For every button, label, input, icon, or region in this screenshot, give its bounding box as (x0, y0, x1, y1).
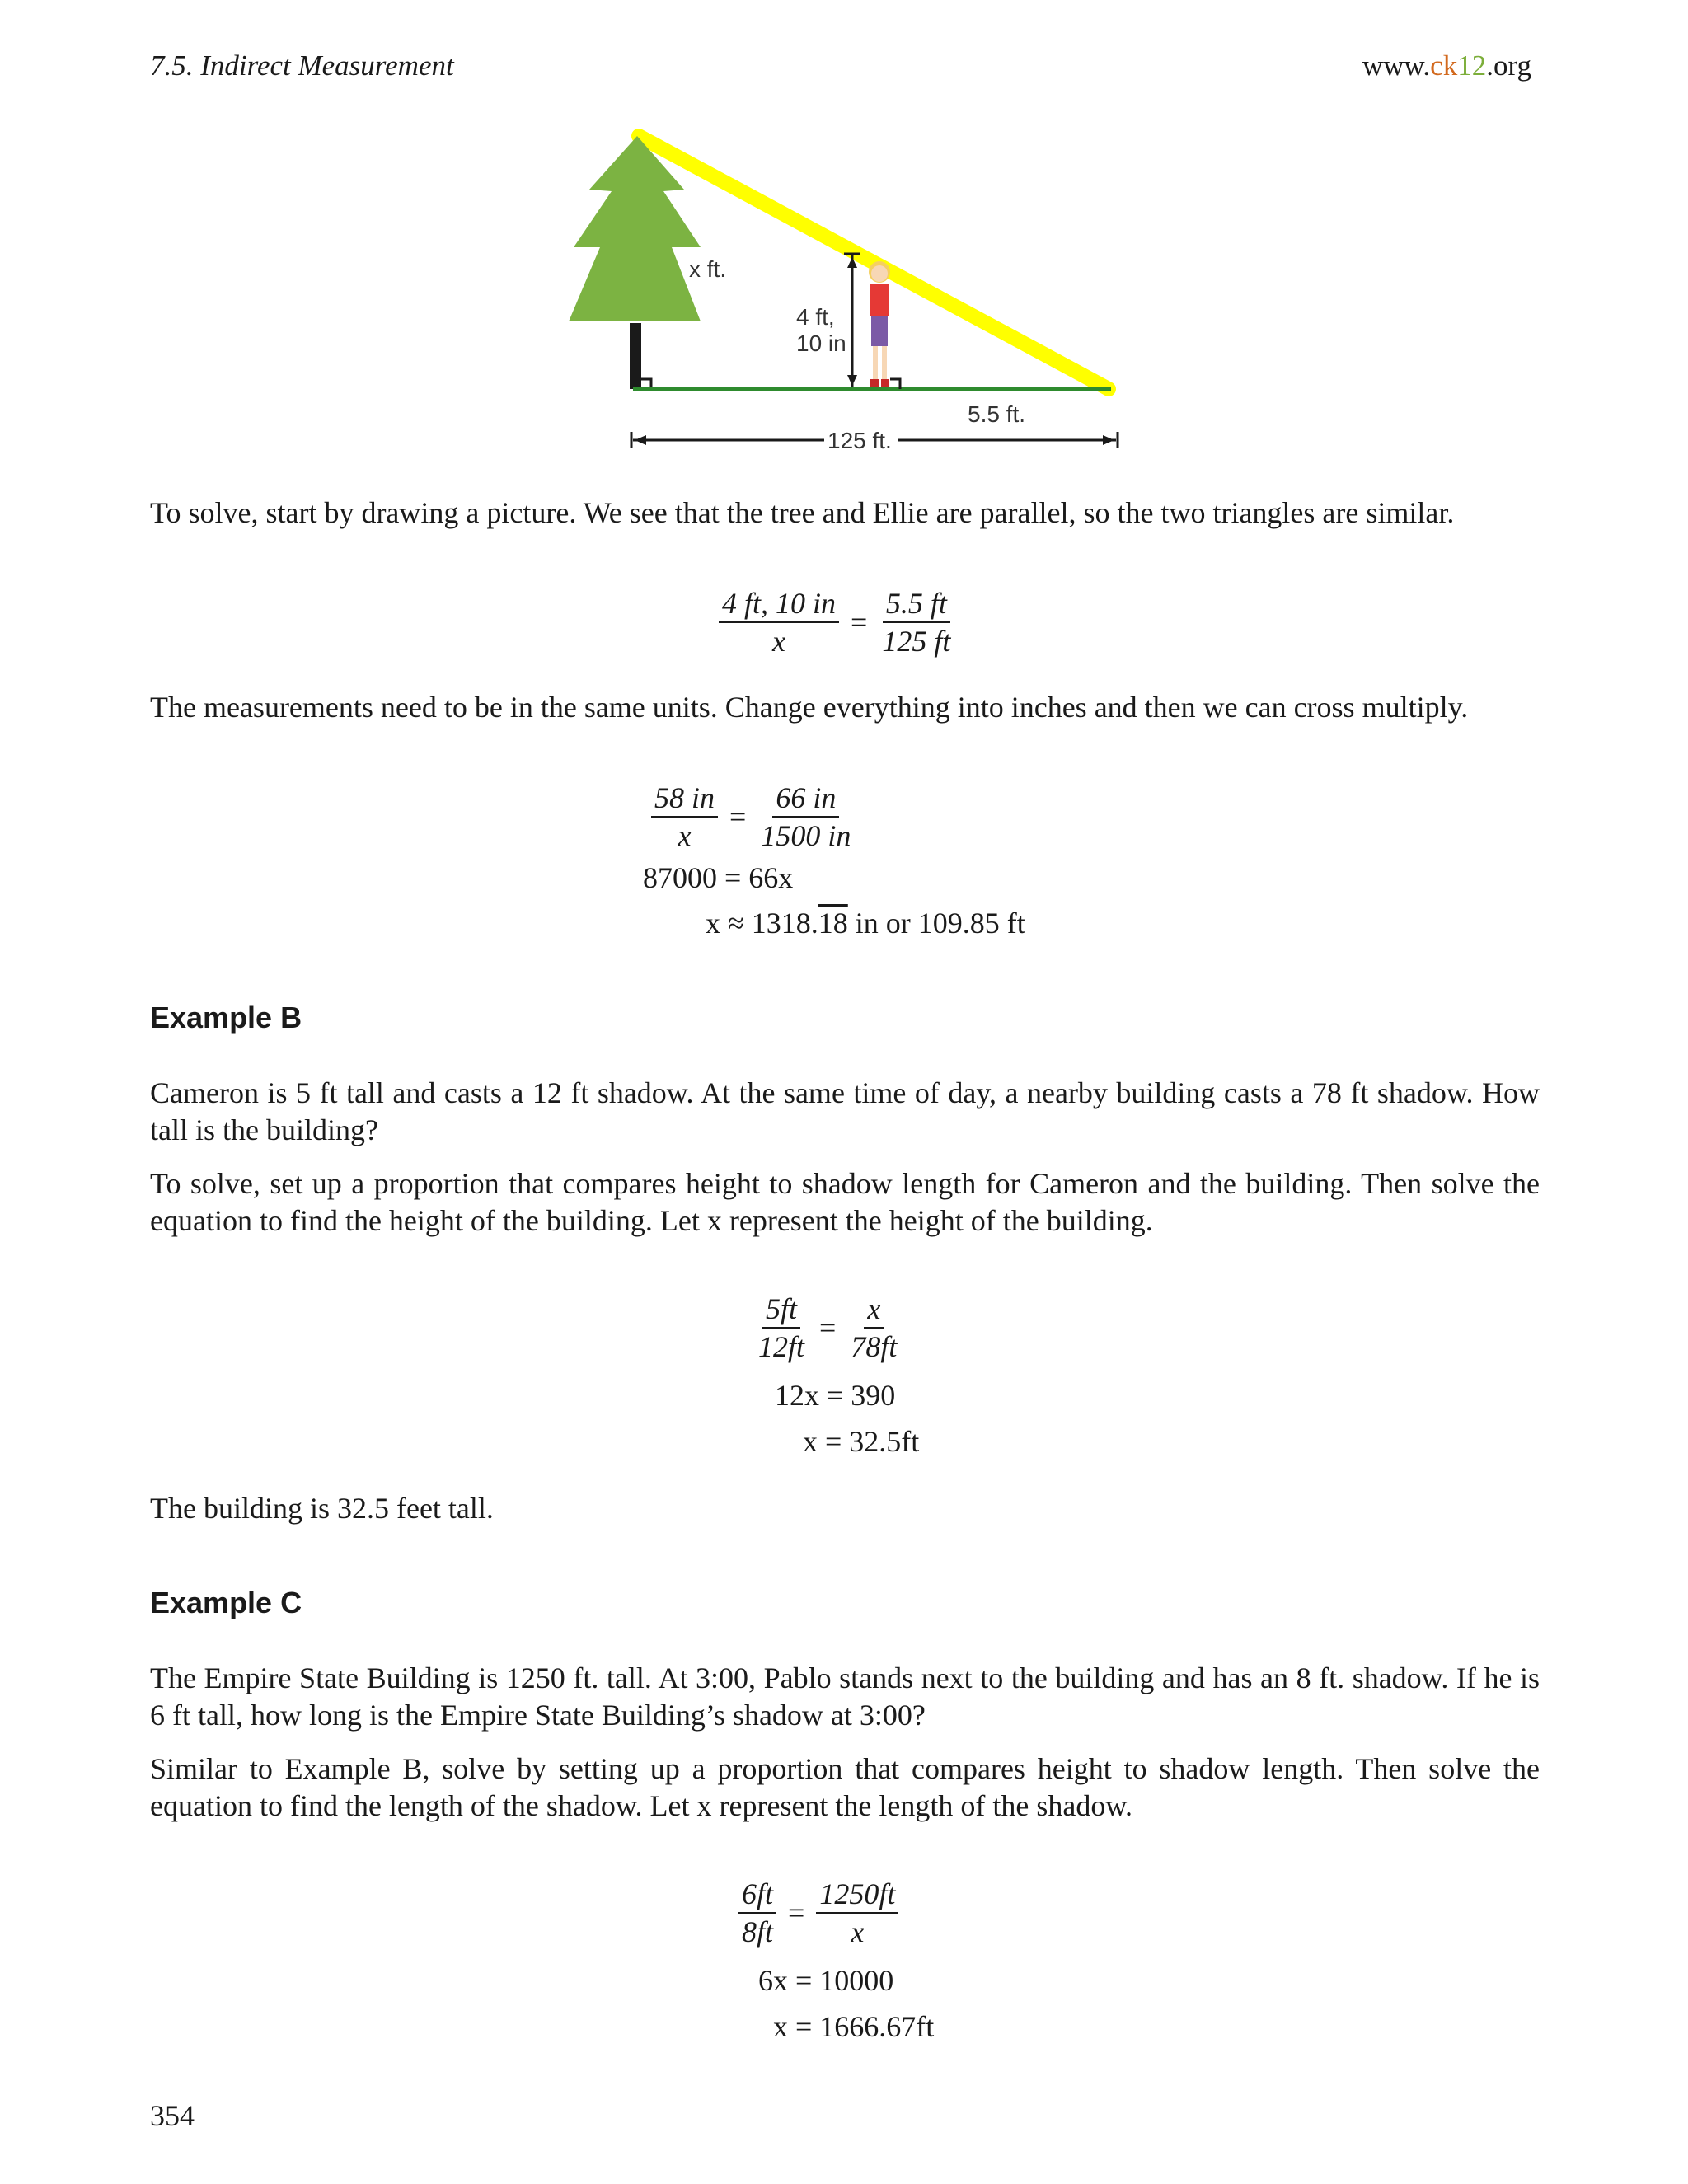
page-number: 354 (150, 2099, 195, 2132)
label-shadow: 5.5 ft. (968, 401, 1026, 427)
eq1-den-right: 125 ft (882, 625, 951, 658)
example-b-num-right: x (867, 1292, 881, 1325)
example-b-paragraph-1: Cameron is 5 ft tall and casts a 12 ft shadow. At the same time of day, a nearby building casts a 78 ft shadow. How tall is the building? (150, 1076, 1540, 1146)
example-c-num-right: 1250ft (819, 1877, 896, 1910)
eq1-num-right: 5.5 ft (885, 587, 947, 620)
example-c-den-left: 8ft (742, 1915, 774, 1948)
equation-2-line-3 (706, 906, 1025, 940)
section-title: 7.5. Indirect Measurement (150, 49, 454, 82)
example-b-conclusion: The building is 32.5 feet tall. (150, 1492, 494, 1525)
intro-paragraph-2: The measurements need to be in the same units. Change everything into inches and then we can cross multiply. (150, 691, 1469, 724)
example-c-paragraph-2: Similar to Example B, solve by setting up a proportion that compares height to shadow length. Then solve the equation to find the length of the shadow. Let x represent the length of the shadow. (150, 1752, 1540, 1822)
example-c-heading: Example C (150, 1586, 302, 1619)
eq2-den-right: 1500 in (761, 819, 851, 852)
example-c-equation-line-1: $\frac{6ft}{8ft}$ = $\frac{1250ft}{x}$ (738, 1876, 898, 1950)
example-b-den-right: 78ft (851, 1330, 898, 1363)
tree-shadow-figure (0, 0, 1688, 494)
tree-trunk (630, 323, 641, 389)
example-b-equation-line-1: $\frac{5ft}{12ft}$ = $\frac{x}{78ft}$ (758, 1292, 898, 1363)
example-c-equation-line-2: 6x = 10000 (758, 1964, 894, 1997)
site-url-12: 12 (1457, 49, 1487, 82)
site-url-suffix: .org (1486, 49, 1531, 82)
intro-paragraph-1: To solve, start by drawing a picture. We see that the tree and Ellie are parallel, so the two triangles are similar. (150, 496, 1455, 529)
eq2-line3-repeating: 18 (818, 907, 848, 940)
example-b-den-left: 12ft (758, 1330, 805, 1363)
example-b-equation-line-3: x = 32.5ft (803, 1425, 920, 1458)
site-url-prefix: www. (1362, 49, 1431, 82)
equation-2-line-2: 87000 = 66x (643, 861, 794, 894)
label-height-2: 10 in (796, 330, 846, 356)
equation-1: $\frac{4 ft, 10 in}{x}$ = $\frac{5.5 ft}{125 ft}$ (719, 585, 954, 659)
example-c-den-right: x (851, 1915, 865, 1948)
example-c-num-left: 6ft (742, 1877, 774, 1910)
example-b-equation-line-2: 12x = 390 (775, 1379, 896, 1412)
eq2-den-left: x (678, 819, 692, 852)
equation-2-line-1: $\frac{58 in}{x}$ = $\frac{66 in}{1500 in}$ (651, 780, 854, 854)
label-x: x ft. (689, 256, 727, 282)
example-b-paragraph-2: To solve, set up a proportion that compares height to shadow length for Cameron and the building. Then solve the equation to find the height of the building. Let x represent the height of the building. (150, 1167, 1540, 1237)
label-total: 125 ft. (828, 428, 892, 453)
eq1-den-left: x (772, 625, 785, 658)
eq2-num-left: 58 in (654, 781, 715, 814)
site-url-ck: ck (1430, 49, 1458, 82)
girl-figure (869, 261, 890, 387)
eq1-num-left: 4 ft, 10 in (722, 587, 837, 620)
example-b-num-left: 5ft (766, 1292, 798, 1325)
eq2-num-right: 66 in (776, 781, 837, 814)
eq2-line3-part-b: in or 109.85 ft (847, 907, 1025, 940)
label-height-1: 4 ft, (796, 304, 835, 330)
eq2-line3-part-a: x ≈ 1318. (706, 907, 818, 940)
example-c-paragraph-1: The Empire State Building is 1250 ft. tall. At 3:00, Pablo stands next to the building and has an 8 ft. shadow. If he is 6 ft tall, how long is the Empire State Building’s shadow at 3:00? (150, 1661, 1540, 1732)
example-c-equation-line-3: x = 1666.67ft (773, 2010, 935, 2043)
example-b-heading: Example B (150, 1001, 302, 1034)
